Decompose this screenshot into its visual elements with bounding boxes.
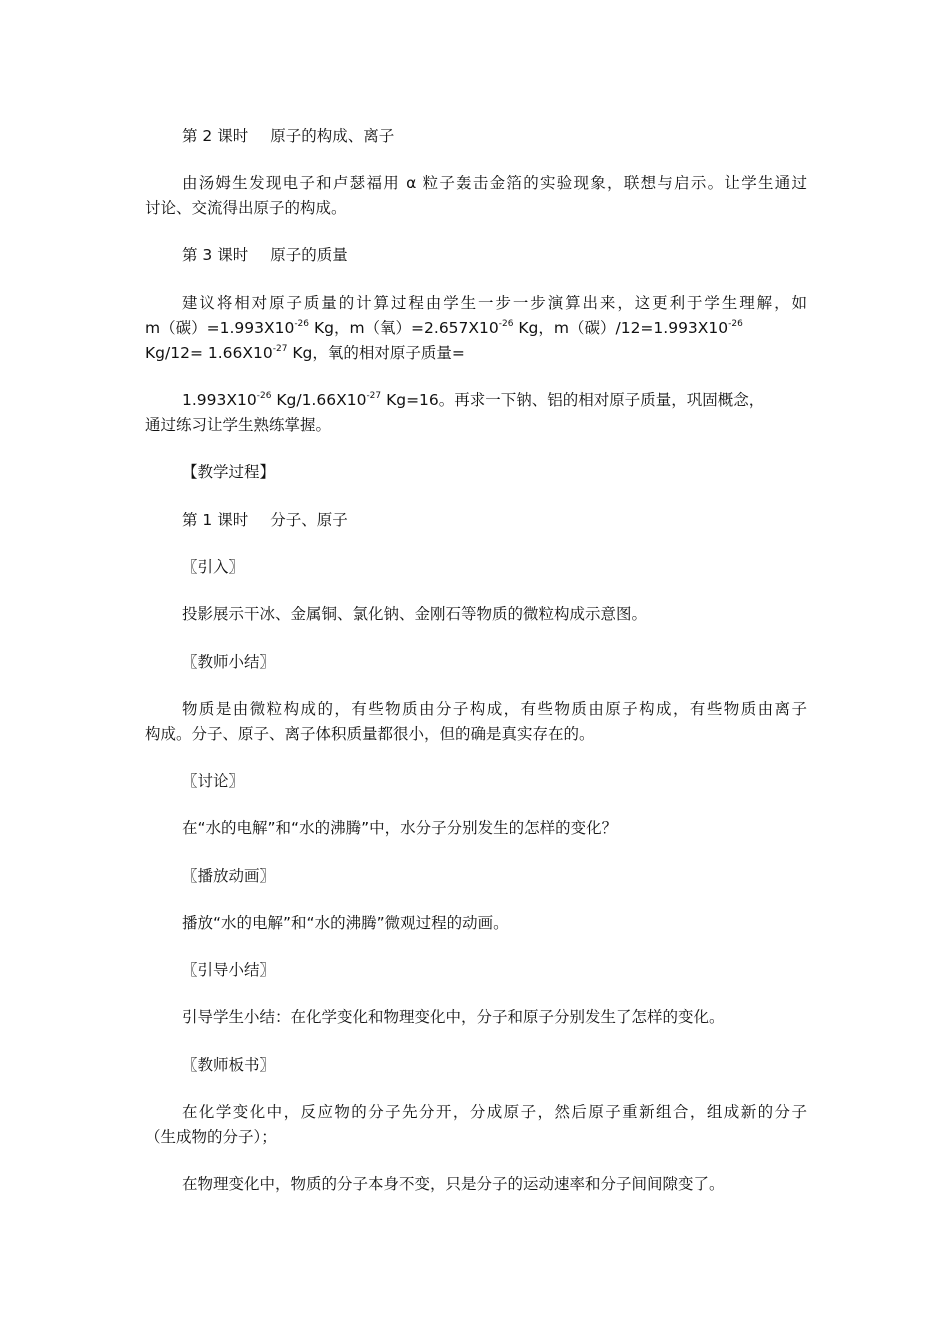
formula-line — [145, 342, 465, 364]
formula-text: Kg，氧的相对原子质量= — [287, 344, 465, 362]
exponent: -26 — [294, 319, 310, 329]
step-marker: 〖引入〗 — [182, 558, 245, 576]
lesson-2-title: 原子的构成、离子 — [270, 127, 395, 145]
formula-text: Kg/12= 1.66X10 — [145, 344, 273, 362]
step-marker: 〖播放动画〗 — [182, 867, 276, 885]
section-heading: 【教学过程】 — [182, 463, 276, 481]
formula-text: 1.993X10 — [182, 391, 257, 409]
paragraph-line: （生成物的分子）； — [145, 1128, 277, 1146]
lesson-1-number: 第 1 课时 — [182, 511, 249, 529]
paragraph-line: 讨论、交流得出原子的构成。 — [145, 199, 347, 217]
step-text: 引导学生小结：在化学变化和物理变化中，分子和原子分别发生了怎样的变化。 — [182, 1008, 725, 1026]
paragraph-line: 物质是由微粒构成的，有些物质由分子构成，有些物质由原子构成，有些物质由离子 — [182, 700, 807, 718]
exponent: -27 — [366, 391, 382, 401]
formula-line — [182, 389, 764, 411]
lesson-2-heading — [182, 125, 394, 147]
paragraph-line: 由汤姆生发现电子和卢瑟福用 α 粒子轰击金箔的实验现象，联想与启示。让学生通过 — [182, 174, 807, 192]
step-text: 播放“水的电解”和“水的沸腾”微观过程的动画。 — [182, 914, 509, 932]
exponent: -26 — [728, 319, 743, 329]
step-text: 投影展示干冰、金属铜、氯化钠、金刚石等物质的微粒构成示意图。 — [182, 605, 648, 623]
exponent: -26 — [256, 391, 272, 401]
step-marker: 〖引导小结〗 — [182, 961, 276, 979]
lesson-3-title: 原子的质量 — [270, 246, 348, 264]
formula-text: Kg，m（碳）/12=1.993X10 — [513, 319, 729, 337]
step-marker: 〖讨论〗 — [182, 772, 245, 790]
formula-text: Kg/1.66X10 — [271, 391, 367, 409]
paragraph-line: 建议将相对原子质量的计算过程由学生一步一步演算出来，这更利于学生理解，如 — [182, 294, 807, 312]
step-marker: 〖教师板书〗 — [182, 1056, 276, 1074]
lesson-1-title: 分子、原子 — [270, 511, 348, 529]
step-marker: 〖教师小结〗 — [182, 653, 276, 671]
lesson-3-number: 第 3 课时 — [182, 246, 249, 264]
step-text: 在“水的电解”和“水的沸腾”中，水分子分别发生的怎样的变化？ — [182, 819, 618, 837]
lesson-2-number: 第 2 课时 — [182, 127, 249, 145]
paragraph-line: 构成。分子、原子、离子体积质量都很小，但的确是真实存在的。 — [145, 725, 595, 743]
formula-text: Kg=16。再求一下钠、铝的相对原子质量，巩固概念， — [381, 391, 765, 409]
paragraph-line: 在物理变化中，物质的分子本身不变，只是分子的运动速率和分子间间隙变了。 — [182, 1175, 725, 1193]
exponent: -26 — [498, 319, 514, 329]
exponent: -27 — [272, 344, 288, 354]
paragraph-line: 在化学变化中，反应物的分子先分开，分成原子，然后原子重新组合，组成新的分子 — [182, 1103, 807, 1121]
lesson-3-heading — [182, 244, 348, 266]
formula-line — [145, 317, 743, 339]
lesson-1-heading — [182, 509, 348, 531]
paragraph-line: 通过练习让学生熟练掌握。 — [145, 416, 332, 434]
formula-text: Kg，m（氧）=2.657X10 — [309, 319, 499, 337]
formula-text: m（碳）=1.993X10 — [145, 319, 295, 337]
